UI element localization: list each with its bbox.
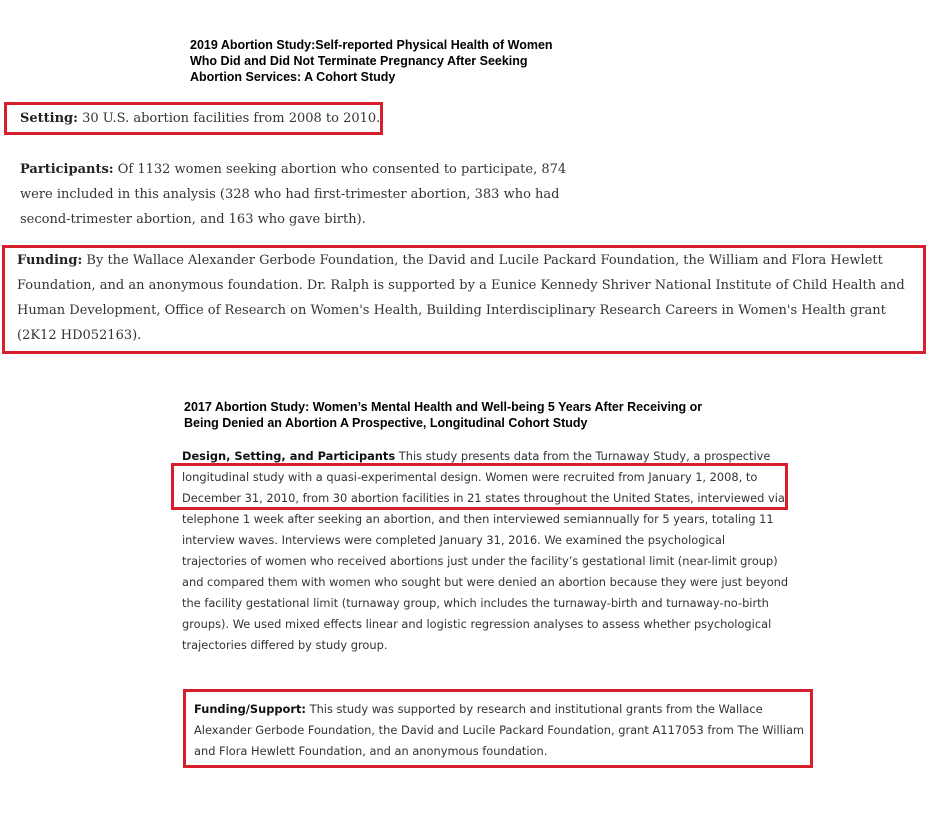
funding-2019-text: Human Development, Office of Research on Women's Health, Building Interdisciplinary Research Careers in Women's Health grant <box>17 303 886 318</box>
study-2017-title-line: 2017 Abortion Study: Women’s Mental Health and Well-being 5 Years After Receiving or <box>184 400 703 414</box>
study-2019-title-line: 2019 Abortion Study:Self-reported Physical Health of Women <box>190 38 553 52</box>
funding-2017-text: Alexander Gerbode Foundation, the David and Lucile Packard Foundation, grant A117053 from The William <box>194 723 805 737</box>
design-text: December 31, 2010, from 30 abortion facilities in 21 states throughout the United States, interviewed via <box>182 491 785 505</box>
design-text: telephone 1 week after seeking an abortion, and then interviewed semiannually for 5 years, totaling 11 <box>182 512 774 526</box>
setting-text: 30 U.S. abortion facilities from 2008 to 2010. <box>77 111 381 126</box>
study-2017-title <box>184 399 784 431</box>
design-text: trajectories of women who received abortions just under the facility’s gestational limit (near-limit group) <box>182 554 778 568</box>
funding-2019-text: (2K12 HD052163). <box>17 328 142 343</box>
study-2019-title-line: Abortion Services: A Cohort Study <box>190 70 396 84</box>
design-text: longitudinal study with a quasi-experimental design. Women were recruited from January 1, 2008, to <box>182 470 758 484</box>
funding-2019-text: Foundation, and an anonymous foundation. Dr. Ralph is supported by a Eunice Kennedy Shriver National Institute of Child Health and <box>17 278 905 293</box>
participants-label: Participants: <box>20 162 114 177</box>
setting-label: Setting: <box>20 111 78 126</box>
design-text: groups). We used mixed effects linear and logistic regression analyses to assess whether psychological <box>182 617 772 631</box>
setting-paragraph <box>20 106 380 131</box>
funding-2017-text: and Flora Hewlett Foundation, and an anonymous foundation. <box>194 744 548 758</box>
funding-2017-paragraph <box>194 699 804 762</box>
design-text: interview waves. Interviews were completed January 31, 2016. We examined the psychological <box>182 533 726 547</box>
funding-2019-paragraph <box>17 248 905 348</box>
participants-text: second-trimester abortion, and 163 who gave birth). <box>20 212 366 227</box>
participants-text: Of 1132 women seeking abortion who consented to participate, 874 <box>113 162 567 177</box>
design-paragraph <box>182 446 788 656</box>
design-text: trajectories differed by study group. <box>182 638 388 652</box>
funding-2019-text: By the Wallace Alexander Gerbode Foundation, the David and Lucile Packard Foundation, the William and Flora Hewlett <box>82 253 883 268</box>
funding-2019-label: Funding: <box>17 253 83 268</box>
study-2019-title-line: Who Did and Did Not Terminate Pregnancy After Seeking <box>190 54 528 68</box>
design-text: This study presents data from the Turnaway Study, a prospective <box>395 449 771 463</box>
study-2019-title <box>190 37 610 85</box>
participants-text: were included in this analysis (328 who had first-trimester abortion, 383 who had <box>20 187 560 202</box>
design-text: the facility gestational limit (turnaway group, which includes the turnaway-birth and turnaway-no-birth <box>182 596 769 610</box>
design-label: Design, Setting, and Participants <box>182 449 396 463</box>
funding-2017-text: This study was supported by research and institutional grants from the Wallace <box>305 702 763 716</box>
participants-paragraph <box>20 157 566 232</box>
design-text: and compared them with women who sought but were denied an abortion because they were just beyond <box>182 575 789 589</box>
funding-2017-label: Funding/Support: <box>194 702 306 716</box>
study-2017-title-line: Being Denied an Abortion A Prospective, Longitudinal Cohort Study <box>184 416 588 430</box>
